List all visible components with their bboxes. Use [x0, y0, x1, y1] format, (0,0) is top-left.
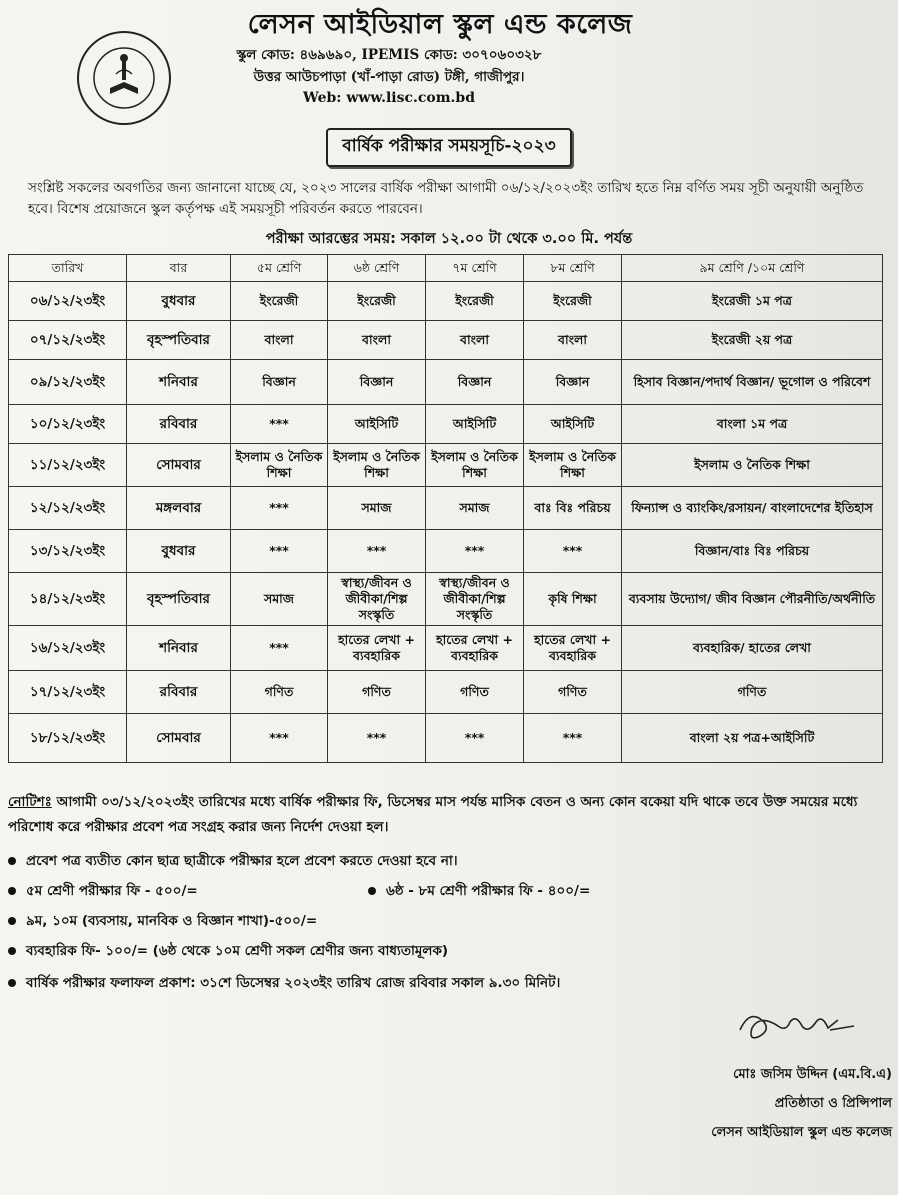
intro-text: সংশ্লিষ্ট সকলের অবগতির জন্য জানানো যাচ্ছে যে, ২০২৩ সালের বার্ষিক পরীক্ষা আগামী ০৬/১২/২০২৩ইং তারিখ হতে নিম্ন বর্ণিত সময় সূচী অনুযায়ী অনুষ্ঠিত হবে। বিশেষ প্রয়োজনে স্কুল কর্তৃপক্ষ এই সময়সূচী পরিবর্তন করতে পারবেন।: [28, 180, 864, 217]
cell-class5: ***: [231, 405, 328, 444]
bullet-result-date: [8, 972, 560, 995]
cell-class9-10: হিসাব বিজ্ঞান/পদার্থ বিজ্ঞান/ ভূগোল ও পরিবেশ: [622, 360, 883, 405]
cell-class9-10: ইংরেজী ২য় পত্র: [622, 321, 883, 360]
cell-class7: সমাজ: [426, 487, 524, 530]
notice-paragraph: [8, 790, 878, 840]
bullet-dot-icon: [8, 979, 16, 987]
table-row: [9, 360, 883, 405]
cell-class9-10: বাংলা ২য় পত্র+আইসিটি: [622, 714, 883, 763]
cell-class6: বিজ্ঞান: [328, 360, 426, 405]
intro-paragraph: [28, 178, 868, 220]
notice-text: আগামী ০৩/১২/২০২৩ইং তারিখের মধ্যে বার্ষিক পরীক্ষার ফি, ডিসেম্বর মাস পর্যন্ত মাসিক বেতন ও অন্য কোন বকেয়া যদি থাকে তবে উক্ত সময়ের মধ্যে পরিশোধ করে পরীক্ষার প্রবেশ পত্র সংগ্রহ করার জন্য নির্দেশ দেওয়া হল।: [8, 794, 858, 835]
signatory-name: মোঃ জসিম উদ্দিন (এম.বি.এ): [733, 1067, 892, 1082]
notice-label: নোটিশঃ: [8, 794, 52, 810]
bullet-dot-icon: [8, 917, 16, 925]
cell-date: ১৩/১২/২৩ইং: [9, 530, 127, 573]
cell-class9-10: ইসলাম ও নৈতিক শিক্ষা: [622, 444, 883, 487]
cell-class5: ***: [231, 714, 328, 763]
header-class5: ৫ম শ্রেণি: [231, 255, 328, 282]
signatory-org: লেসন আইডিয়াল স্কুল এন্ড কলেজ: [711, 1125, 892, 1140]
cell-class8: বাংলা: [524, 321, 622, 360]
header-day: বার: [127, 255, 231, 282]
header-date: তারিখ: [9, 255, 127, 282]
cell-class8: ইংরেজী: [524, 282, 622, 321]
cell-day: রবিবার: [127, 405, 231, 444]
bullet-text: প্রবেশ পত্র ব্যতীত কোন ছাত্র ছাত্রীকে পরীক্ষার হলে প্রবেশ করতে দেওয়া হবে না।: [26, 853, 458, 869]
exam-title: বার্ষিক পরীক্ষার সময়সূচি-২০২৩: [326, 128, 571, 167]
cell-day: সোমবার: [127, 714, 231, 763]
cell-class9-10: ইংরেজী ১ম পত্র: [622, 282, 883, 321]
cell-class9-10: ব্যবহারিক/ হাতের লেখা: [622, 626, 883, 671]
table-row: [9, 487, 883, 530]
cell-class7: ***: [426, 530, 524, 573]
cell-date: ১২/১২/২৩ইং: [9, 487, 127, 530]
bullet-fee-class9-10: [8, 910, 317, 933]
cell-class5: ইংরেজী: [231, 282, 328, 321]
cell-date: ১০/১২/২৩ইং: [9, 405, 127, 444]
cell-class8: বিজ্ঞান: [524, 360, 622, 405]
cell-class5: সমাজ: [231, 573, 328, 626]
signature-image: [730, 1000, 860, 1050]
table-row: [9, 444, 883, 487]
table-row: [9, 573, 883, 626]
cell-class8: ***: [524, 530, 622, 573]
cell-class8: বাঃ বিঃ পরিচয়: [524, 487, 622, 530]
cell-class6: ***: [328, 530, 426, 573]
signatory-block: [632, 1060, 892, 1147]
header-class6: ৬ষ্ঠ শ্রেণি: [328, 255, 426, 282]
table-row: [9, 321, 883, 360]
cell-class7: স্বাস্থ্য/জীবন ও জীবীকা/শিল্প সংস্কৃতি: [426, 573, 524, 626]
cell-class7: ইসলাম ও নৈতিক শিক্ষা: [426, 444, 524, 487]
cell-date: ১৮/১২/২৩ইং: [9, 714, 127, 763]
bullet-text: ৫ম শ্রেণী পরীক্ষার ফি - ৫০০/=: [26, 883, 198, 899]
cell-class8: ***: [524, 714, 622, 763]
cell-class9-10: ফিন্যান্স ও ব্যাংকিং/রসায়ন/ বাংলাদেশের ইতিহাস: [622, 487, 883, 530]
cell-class7: বাংলা: [426, 321, 524, 360]
school-codes: স্কুল কোড: ৪৬৯৬৯০, IPEMIS কোড: ৩০৭০৬০৩২৮: [236, 47, 542, 63]
cell-day: বুধবার: [127, 530, 231, 573]
cell-day: বৃহস্পতিবার: [127, 573, 231, 626]
table-row: [9, 671, 883, 714]
table-row: [9, 405, 883, 444]
cell-class8: কৃষি শিক্ষা: [524, 573, 622, 626]
header-class9-10: ৯ম শ্রেণি /১০ম শ্রেণি: [622, 255, 883, 282]
cell-class9-10: বাংলা ১ম পত্র: [622, 405, 883, 444]
cell-class5: বিজ্ঞান: [231, 360, 328, 405]
cell-class6: ইসলাম ও নৈতিক শিক্ষা: [328, 444, 426, 487]
school-address: উত্তর আউচপাড়া (খাঁ-পাড়া রোড) টঙ্গী, গাজীপুর।: [253, 69, 525, 85]
cell-date: ০৬/১২/২৩ইং: [9, 282, 127, 321]
cell-date: ১১/১২/২৩ইং: [9, 444, 127, 487]
cell-class7: ইংরেজী: [426, 282, 524, 321]
cell-class6: সমাজ: [328, 487, 426, 530]
bullet-dot-icon: [8, 857, 16, 865]
exam-time: পরীক্ষা আরম্ভের সময়: সকাল ১২.০০ টা থেকে ৩.০০ মি. পর্যন্ত: [265, 231, 633, 247]
cell-date: ১৪/১২/২৩ইং: [9, 573, 127, 626]
bullet-text: ৬ষ্ঠ - ৮ম শ্রেণী পরীক্ষার ফি - ৪০০/=: [386, 883, 591, 899]
cell-date: ১৬/১২/২৩ইং: [9, 626, 127, 671]
bullet-text: ব্যবহারিক ফি- ১০০/= (৬ষ্ঠ থেকে ১০ম শ্রেণী সকল শ্রেণীর জন্য বাধ্যতামূলক): [26, 943, 449, 959]
cell-day: শনিবার: [127, 626, 231, 671]
cell-class6: বাংলা: [328, 321, 426, 360]
cell-date: ১৭/১২/২৩ইং: [9, 671, 127, 714]
cell-day: মঙ্গলবার: [127, 487, 231, 530]
cell-date: ০৯/১২/২৩ইং: [9, 360, 127, 405]
cell-class9-10: গণিত: [622, 671, 883, 714]
cell-class7: বিজ্ঞান: [426, 360, 524, 405]
cell-day: সোমবার: [127, 444, 231, 487]
table-row: [9, 714, 883, 763]
bullet-dot-icon: [8, 887, 16, 895]
cell-class6: গণিত: [328, 671, 426, 714]
cell-class9-10: ব্যবসায় উদ্যোগ/ জীব বিজ্ঞান পৌরনীতি/অর্থনীতি: [622, 573, 883, 626]
cell-day: শনিবার: [127, 360, 231, 405]
cell-class7: হাতের লেখা + ব্যবহারিক: [426, 626, 524, 671]
cell-class5: গণিত: [231, 671, 328, 714]
bullet-dot-icon: [8, 947, 16, 955]
cell-day: বুধবার: [127, 282, 231, 321]
bullet-admit-card: [8, 850, 458, 873]
cell-date: ০৭/১২/২৩ইং: [9, 321, 127, 360]
bullet-fee-class6-8: [368, 880, 590, 903]
school-name: লেসন আইডিয়াল স্কুল এন্ড কলেজ: [247, 9, 633, 40]
cell-class8: হাতের লেখা + ব্যবহারিক: [524, 626, 622, 671]
table-row: [9, 282, 883, 321]
signatory-title: প্রতিষ্ঠাতা ও প্রিন্সিপাল: [774, 1096, 892, 1111]
exam-schedule-table: [8, 254, 883, 763]
cell-day: বৃহস্পতিবার: [127, 321, 231, 360]
table-row: [9, 626, 883, 671]
bullet-dot-icon: [368, 887, 376, 895]
header-class8: ৮ম শ্রেণি: [524, 255, 622, 282]
table-header-row: [9, 255, 883, 282]
header-class7: ৭ম শ্রেণি: [426, 255, 524, 282]
cell-class5: বাংলা: [231, 321, 328, 360]
bullet-fee-class5: [8, 880, 198, 903]
cell-class7: গণিত: [426, 671, 524, 714]
bullet-text: ৯ম, ১০ম (ব্যবসায়, মানবিক ও বিজ্ঞান শাখা)-৫০০/=: [26, 913, 318, 929]
cell-class6: হাতের লেখা + ব্যবহারিক: [328, 626, 426, 671]
cell-class7: আইসিটি: [426, 405, 524, 444]
bullet-practical-fee: [8, 940, 448, 963]
cell-class6: স্বাস্থ্য/জীবন ও জীবীকা/শিল্প সংস্কৃতি: [328, 573, 426, 626]
table-row: [9, 530, 883, 573]
cell-day: রবিবার: [127, 671, 231, 714]
cell-class6: ***: [328, 714, 426, 763]
cell-class5: ***: [231, 487, 328, 530]
cell-class8: আইসিটি: [524, 405, 622, 444]
cell-class5: ***: [231, 530, 328, 573]
cell-class5: ইসলাম ও নৈতিক শিক্ষা: [231, 444, 328, 487]
cell-class9-10: বিজ্ঞান/বাঃ বিঃ পরিচয়: [622, 530, 883, 573]
cell-class5: ***: [231, 626, 328, 671]
school-website: Web: www.lisc.com.bd: [303, 90, 475, 106]
cell-class7: ***: [426, 714, 524, 763]
cell-class8: ইসলাম ও নৈতিক শিক্ষা: [524, 444, 622, 487]
bullet-text: বার্ষিক পরীক্ষার ফলাফল প্রকাশ: ৩১শে ডিসেম্বর ২০২৩ইং তারিখ রোজ রবিবার সকাল ৯.৩০ মিনিট।: [26, 975, 561, 991]
cell-class8: গণিত: [524, 671, 622, 714]
cell-class6: আইসিটি: [328, 405, 426, 444]
cell-class6: ইংরেজী: [328, 282, 426, 321]
